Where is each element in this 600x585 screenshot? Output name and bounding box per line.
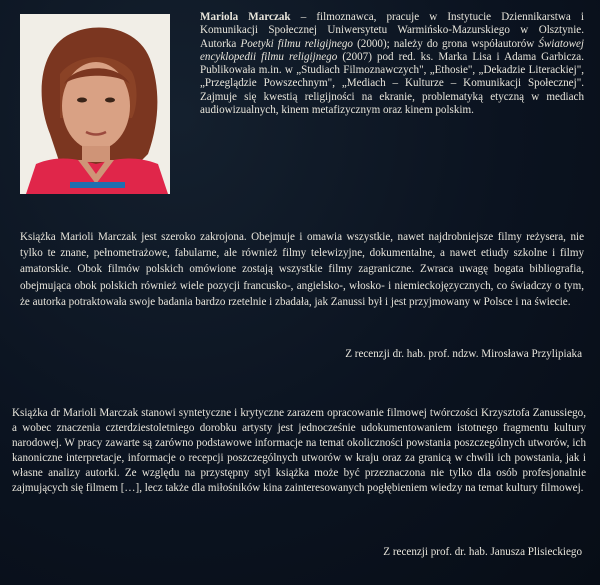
author-photo	[20, 14, 170, 194]
review-1-source: Z recenzji dr. hab. prof. ndzw. Mirosława Przylipiaka	[345, 348, 582, 360]
book-title-poetics: Poetyki filmu religijnego	[240, 37, 353, 50]
bio-text-b: (2000); należy do grona współautorów	[352, 37, 539, 50]
book-title-encyclopedia: Światowej encyklopedii filmu religijnego	[200, 37, 584, 63]
bio-text-a: – filmoznawca, pracuje w Instytucie Dziennikarstwa i Komunikacji Społecznej Uniwersytetu Warmińsko-Mazurskiego w Olsztynie. Autorka	[200, 11, 585, 50]
author-bio	[200, 11, 584, 117]
author-name: Mariola Marczak	[200, 11, 291, 23]
review-1-text: Książka Marioli Marczak jest szeroko zakrojona. Obejmuje i omawia wszystkie, nawet najdrobniejsze filmy reżysera, nie tylko te znane, pełnometrażowe, fabularne, ale również filmy telewizyjne, dokumentalne, a nawet etiudy szkolne i filmy amatorskie. Obok filmów polskich omówione zostają wszystkie filmy zagraniczne. Zwraca uwagę bogata bibliografia, obejmująca obok polskich również wiele pozycji francusko-, angielsko-, włosko- i niemieckojęzycznych, co świadczy o tym, że autorka potraktowała swoje badania bardzo rzetelnie i zbadała, jak Zanussi był i jest przyjmowany w Polsce i na świecie.	[20, 231, 584, 308]
review-2-text: Książka dr Marioli Marczak stanowi syntetyczne i krytyczne zarazem opracowanie filmowej twórczości Krzysztofa Zanussiego, a wobec znaczenia czterdziestoletniego dorobku artysty jest jednocześnie udokumentowaniem istotnego fragmentu kultury narodowej. W pracy zawarte są zarówno podstawowe informacje na temat okoliczności powstania poszczególnych utworów, ich kanoniczne interpretacje, informacje o recepcji poszczególnych utworów w kraju oraz za granicą w chwili ich powstania, jak i własne analizy autorki. Ze względu na przystępny styl książka może być przeznaczona nie tylko dla osób profesjonalnie zajmujących się filmem […], lecz także dla miłośników kina zainteresowanych pogłębieniem wiedzy na temat kultury filmowej.	[12, 407, 586, 494]
review-2-source: Z recenzji prof. dr. hab. Janusza Plisieckiego	[383, 546, 582, 558]
bio-text-c: (2007) pod red. ks. Marka Lisa i Adama Garbicza. Publikowała m.in. w „Studiach Filmoznawczych", „Ethosie", „Dekadzie Literackiej", „Przeglądzie Powszechnym", „Mediach – Kulturze – Komunikacji Społecznej". Zajmuje się kwestią religijności na ekranie, problematyką etyczną w mediach audiowizualnych, kinem metafizycznym oraz kinem polskim.	[200, 50, 584, 117]
